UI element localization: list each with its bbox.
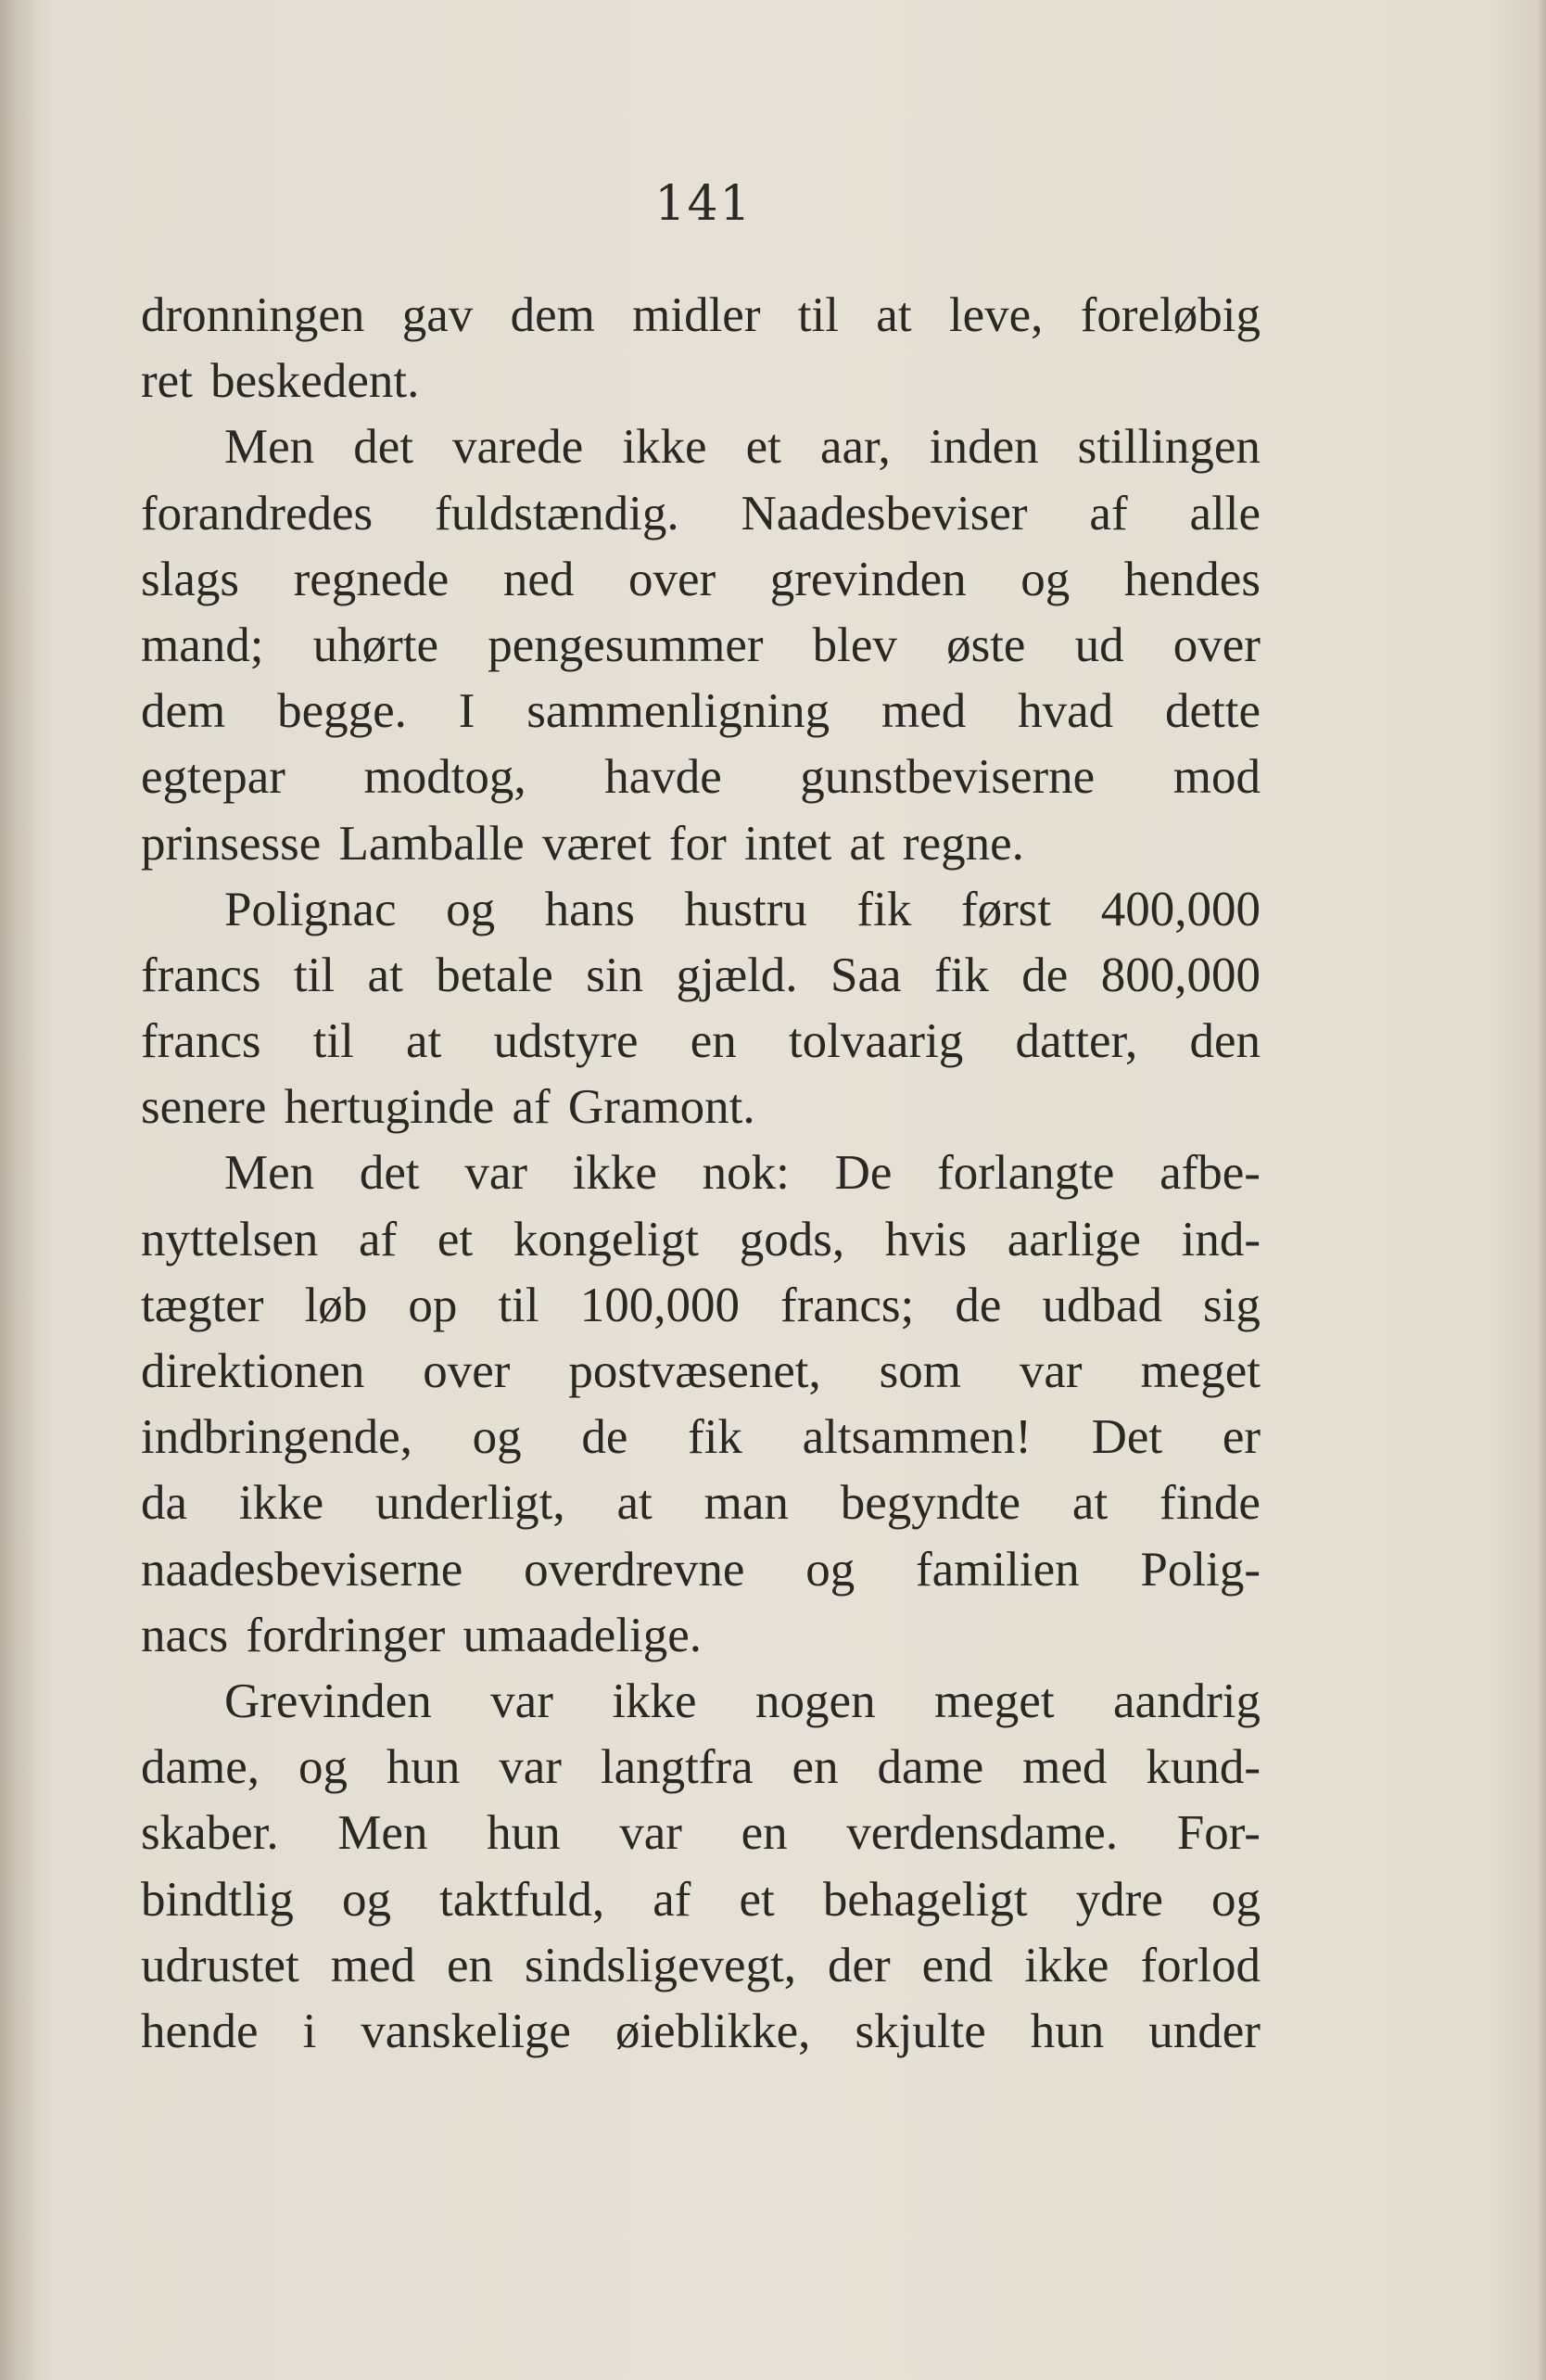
word: tolvaarig [788,1014,964,1069]
text-line [141,613,1261,679]
word: verdensdame. [846,1806,1119,1861]
word: og [1020,552,1071,606]
text-line: senere hertuginde af Gramont. [141,1080,755,1135]
word: var [464,1146,527,1201]
word: Saa [830,948,902,1002]
word: modtog, [363,750,526,805]
word: nogen [755,1674,876,1728]
word: leve, [948,288,1044,342]
word: betale [436,948,553,1002]
word: Det [1091,1410,1163,1465]
word: fik [856,882,912,936]
word: nyttelsen [141,1212,319,1266]
word: dronningen [141,288,365,342]
word: hun [487,1806,561,1861]
word: ikke [622,420,707,475]
word: først [960,882,1052,936]
word: fik [688,1410,742,1465]
word: end [921,1938,994,1992]
text-line: ret beskedent. [141,354,420,409]
word: foreløbig [1080,288,1261,342]
word: naadesbeviserne [141,1542,463,1597]
text-line [141,679,1261,745]
word: hvis [884,1212,968,1266]
word: De [834,1146,893,1201]
word: de [1021,948,1069,1002]
word: Polignac [224,882,397,936]
word: med [881,684,967,739]
word: meget [934,1674,1055,1728]
word: sammenligning [526,684,830,739]
word: familien [916,1542,1080,1597]
word: grevinden [769,552,967,606]
word: løb [304,1278,368,1332]
word: en [741,1806,788,1861]
word: inden [929,420,1039,475]
word: de [955,1278,1002,1332]
word: at [876,288,912,342]
text-line [141,1405,1261,1470]
word: et [739,1872,775,1927]
word: var [499,1740,562,1795]
page-number: 141 [654,176,753,232]
word: ikke [1024,1938,1109,1992]
word: til [797,288,839,342]
word: over [1172,617,1261,672]
word: gav [401,288,474,342]
text-line [141,1009,1261,1075]
word: med [330,1938,415,1992]
word: udrustet [141,1938,299,1992]
word: til [498,1278,539,1332]
word: udstyre [493,1014,639,1069]
text-line [141,1207,1261,1273]
word: at [406,1014,442,1069]
word: fik [933,948,989,1002]
word: kongeligt [513,1212,700,1266]
text-line [141,1537,1261,1603]
word: postvæsenet, [568,1344,821,1398]
word: Polig- [1140,1542,1261,1597]
word: var [490,1674,553,1728]
word: det [353,420,413,475]
word: Naadesbeviser [741,486,1028,541]
text-line [141,1470,1261,1536]
binding-edge [0,0,35,2380]
text-line [141,1735,1261,1801]
word: midler [632,288,761,342]
word: 100,000 [579,1278,740,1332]
word: af [359,1212,398,1266]
word: at [616,1476,653,1531]
text-line [141,877,1261,943]
word: aar, [819,420,891,475]
text-line [141,1140,1261,1206]
word: egtepar [141,750,285,805]
word: langtfra [600,1740,754,1795]
word: Men [224,420,315,475]
word: skaber. [141,1806,279,1861]
word: forandredes [141,486,374,541]
text-line [141,1669,1261,1735]
word: underligt, [375,1476,565,1531]
text-line [141,481,1261,547]
word: havde [604,750,722,805]
word: ned [502,552,575,606]
word: de [581,1410,628,1465]
word: I [458,684,475,739]
word: dame, [141,1740,260,1795]
word: forlangte [937,1146,1115,1201]
text-line [141,414,1261,480]
word: og [341,1872,391,1927]
word: indbringende, [141,1410,412,1465]
word: og [805,1542,855,1597]
word: øieblikke, [615,2004,811,2058]
page-edge [1537,0,1546,2380]
word: hun [1030,2004,1105,2058]
word: nok: [702,1146,790,1201]
word: hun [386,1740,461,1795]
word: aarlige [1007,1212,1141,1266]
word: francs; [780,1278,915,1332]
word: Men [337,1806,428,1861]
word: dame [877,1740,984,1795]
word: forlod [1140,1938,1261,1992]
word: sindsligevegt, [525,1938,796,1992]
word: blev [812,617,897,672]
word: datter, [1015,1014,1138,1069]
word: til [293,948,336,1002]
word: afbe- [1160,1146,1261,1201]
word: varede [452,420,584,475]
word: af [653,1872,691,1927]
word: hende [141,2004,259,2058]
word: dem [510,288,595,342]
word: hvad [1018,684,1114,739]
word: pengesummer [488,617,764,672]
word: op [408,1278,458,1332]
word: den [1189,1014,1261,1069]
word: begyndte [840,1476,1021,1531]
word: et [745,420,781,475]
word: skjulte [855,2004,986,2058]
text-line [141,1339,1261,1405]
word: ydre [1075,1872,1163,1927]
word: bindtlig [141,1872,294,1927]
text-line [141,283,1261,349]
word: med [1022,1740,1108,1795]
word: hendes [1123,552,1261,606]
word: 800,000 [1100,948,1261,1002]
text-line: prinsesse Lamballe været for intet at regne. [141,816,1024,871]
word: at [367,948,403,1002]
word: i [302,2004,317,2058]
word: altsammen! [802,1410,1032,1465]
word: direktionen [141,1344,365,1398]
text-line [141,1273,1261,1339]
word: over [627,552,716,606]
body-text [141,283,1261,2065]
word: gods, [739,1212,845,1266]
word: overdrevne [524,1542,745,1597]
word: og [472,1410,522,1465]
word: og [1210,1872,1261,1927]
word: under [1148,2004,1261,2058]
text-line [141,745,1261,810]
word: meget [1140,1344,1261,1398]
word: finde [1160,1476,1261,1531]
word: regnede [293,552,450,606]
word: man [703,1476,789,1531]
word: hans [544,882,635,936]
text-line [141,547,1261,613]
word: udbad [1042,1278,1162,1332]
word: francs [141,1014,261,1069]
word: hustru [684,882,807,936]
text-line [141,1867,1261,1933]
word: sig [1203,1278,1261,1332]
word: mod [1172,750,1261,805]
word: Men [224,1146,315,1201]
word: gunstbeviserne [800,750,1096,805]
word: og [446,882,496,936]
word: øste [946,617,1026,672]
word: behageligt [822,1872,1028,1927]
word: en [447,1938,494,1992]
text-line [141,1801,1261,1866]
word: som [879,1344,961,1398]
text-line [141,943,1261,1009]
word: slags [141,552,239,606]
text-line [141,1999,1261,2065]
word: taktfuld, [439,1872,605,1927]
word: francs [141,948,261,1002]
word: dem [141,684,226,739]
word: er [1222,1410,1261,1465]
word: da [141,1476,188,1531]
word: der [827,1938,891,1992]
word: af [1089,486,1128,541]
word: aandrig [1113,1674,1261,1728]
word: til [312,1014,354,1069]
word: Grevinden [224,1674,432,1728]
word: uhørte [312,617,439,672]
text-line: nacs fordringer umaadelige. [141,1608,703,1662]
word: 400,000 [1100,882,1261,936]
word: en [792,1740,839,1795]
word: vanskelige [361,2004,571,2058]
word: det [359,1146,420,1201]
word: begge. [277,684,407,739]
word: tægter [141,1278,264,1332]
word: ikke [612,1674,697,1728]
word: gjæld. [676,948,798,1002]
word: For- [1176,1806,1261,1861]
word: et [437,1212,474,1266]
word: ud [1074,617,1124,672]
word: ikke [238,1476,324,1531]
word: dette [1164,684,1261,739]
word: var [1019,1344,1083,1398]
word: en [690,1014,737,1069]
word: fuldstændig. [435,486,679,541]
word: over [423,1344,511,1398]
word: ind- [1181,1212,1261,1266]
word: kund- [1146,1740,1261,1795]
word: ikke [572,1146,657,1201]
text-line [141,1933,1261,1999]
word: og [298,1740,348,1795]
word: alle [1189,486,1261,541]
word: var [619,1806,682,1861]
word: mand; [141,617,264,672]
word: stillingen [1077,420,1261,475]
word: at [1071,1476,1109,1531]
word: sin [586,948,644,1002]
